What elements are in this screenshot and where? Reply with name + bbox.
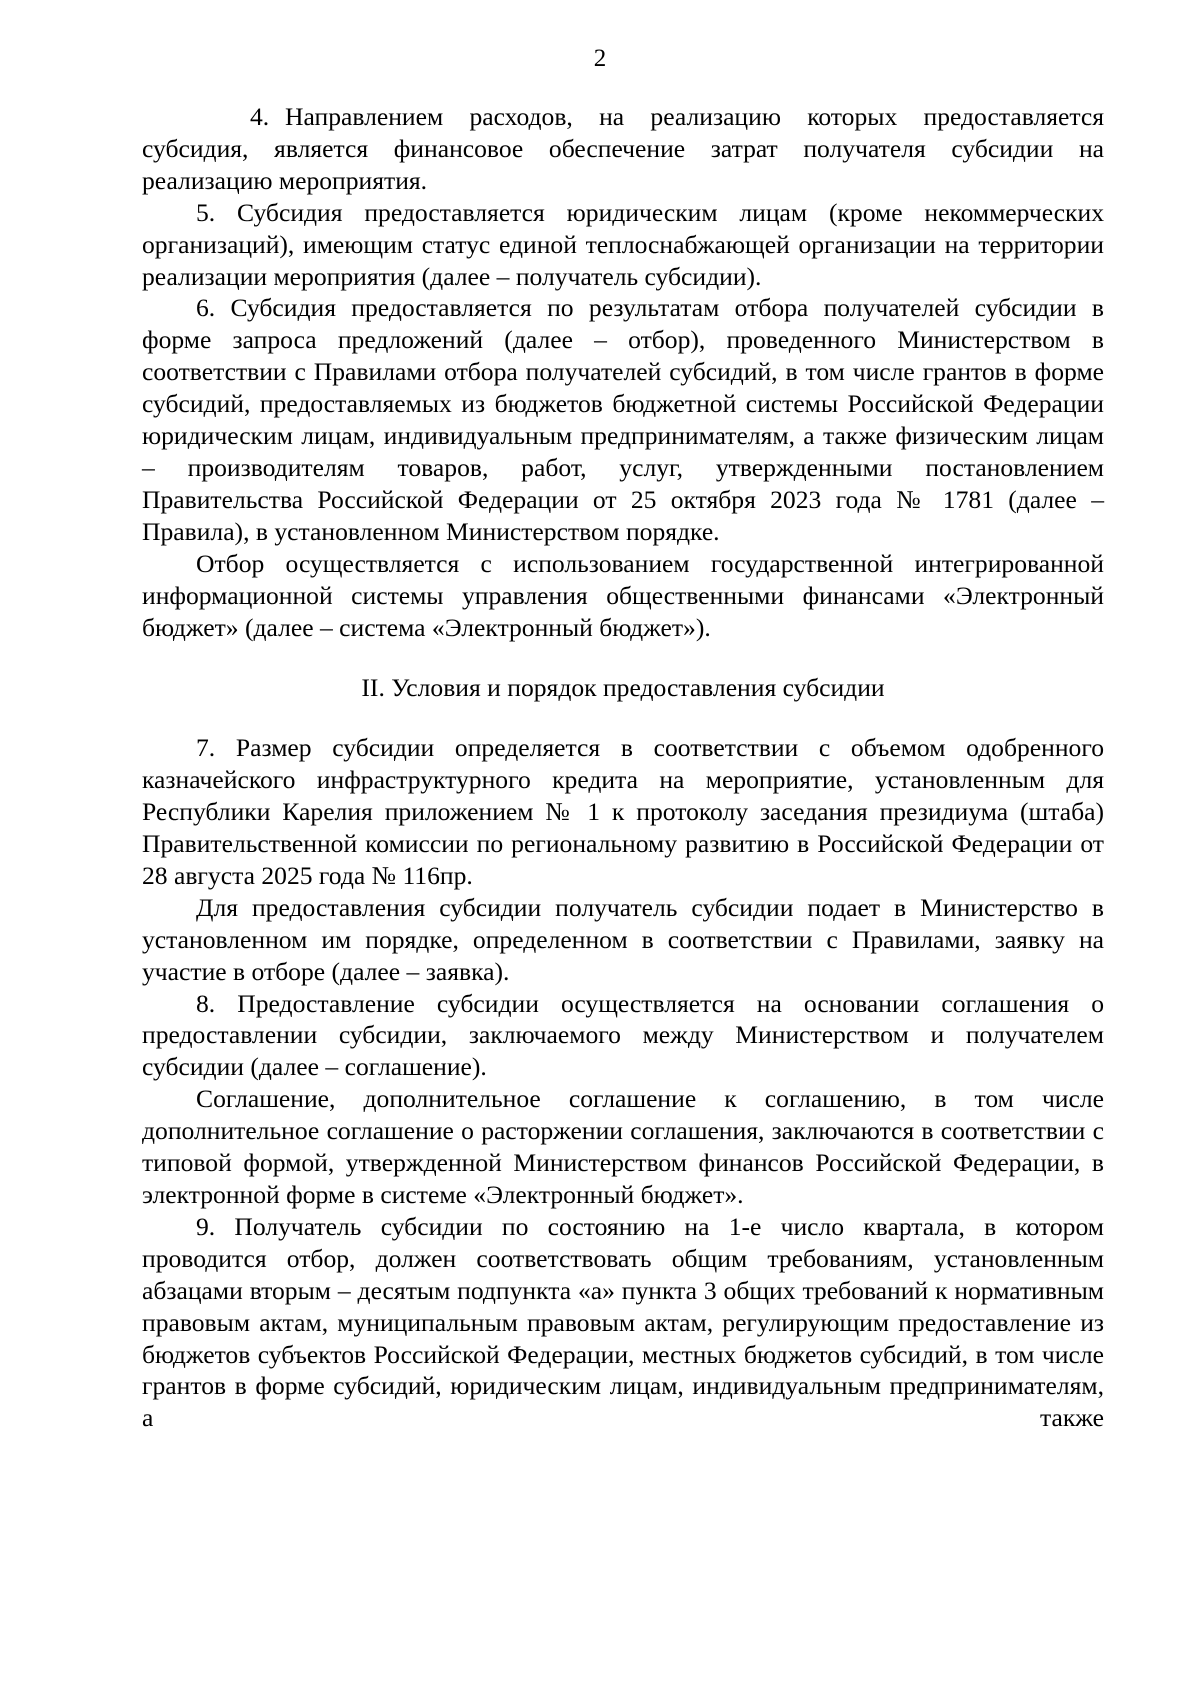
paragraph-7-application: Для предоставления субсидии получатель субсидии подает в Министерство в установленном им порядке, определенном в соответствии с Правилами, заявку на участие в отборе (далее – заявка). bbox=[142, 892, 1104, 986]
paragraph-4-number: 4. bbox=[250, 102, 270, 131]
document-body bbox=[142, 101, 1104, 1434]
paragraph-8-agreement: Соглашение, дополнительное соглашение к соглашению, в том числе дополнительное соглашение о расторжении соглашения, заключаются в соответствии с типовой формой, утвержденной Министерством финансов Российской Федерации, в электронной форме в системе «Электронный бюджет». bbox=[142, 1084, 1104, 1209]
section-heading: II. Условия и порядок предоставления субсидии bbox=[361, 673, 885, 703]
paragraph-4 bbox=[142, 101, 1104, 197]
paragraph-8: 8. Предоставление субсидии осуществляется на основании соглашения о предоставлении субсидии, заключаемого между Министерством и получателем субсидии (далее – соглашение). bbox=[142, 988, 1104, 1082]
paragraph-6-selection: Отбор осуществляется с использованием государственной интегрированной информационной системы управления общественными финансами «Электронный бюджет» (далее – система «Электронный бюджет»). bbox=[142, 548, 1104, 642]
page-number: 2 bbox=[593, 45, 607, 72]
paragraph-6: 6. Субсидия предоставляется по результатам отбора получателей субсидии в форме запроса предложений (далее – отбор), проведенного Министерством в соответствии с Правилами отбора получателей субсидий, в том числе грантов в форме субсидий, предоставляемых из бюджетов бюджетной системы Российской Федерации юридическим лицам, индивидуальным предпринимателям, а также физическим лицам – производителям товаров, работ, услуг, утвержденными постановлением Правительства Российской Федерации от 25 октября 2023 года № 1781 (далее – Правила), в установленном Министерством порядке. bbox=[142, 293, 1104, 546]
paragraph-7: 7. Размер субсидии определяется в соответствии с объемом одобренного казначейского инфраструктурного кредита на мероприятие, установленным для Республики Карелия приложением № 1 к протоколу заседания президиума (штаба) Правительственной комиссии по региональному развитию в Российской Федерации от 28 августа 2025 года № 116пр. bbox=[142, 733, 1104, 890]
paragraph-9: 9. Получатель субсидии по состоянию на 1-е число квартала, в котором проводится отбор, должен соответствовать общим требованиям, установленным абзацами вторым – десятым подпункта «а» пункта 3 общих требований к нормативным правовым актам, муниципальным правовым актам, регулирующим предоставление из бюджетов субъектов Российской Федерации, местных бюджетов субсидий, в том числе грантов в форме субсидий, юридическим лицам, индивидуальным предпринимателям, а также bbox=[142, 1211, 1104, 1433]
paragraph-4-text: Направлением расходов, на реализацию которых предоставляется субсидия, является финансовое обеспечение затрат получателя субсидии на реализацию мероприятия. bbox=[142, 102, 1104, 195]
paragraph-5: 5. Субсидия предоставляется юридическим лицам (кроме некоммерческих организаций), имеющим статус единой теплоснабжающей организации на территории реализации мероприятия (далее – получатель субсидии). bbox=[142, 197, 1104, 291]
